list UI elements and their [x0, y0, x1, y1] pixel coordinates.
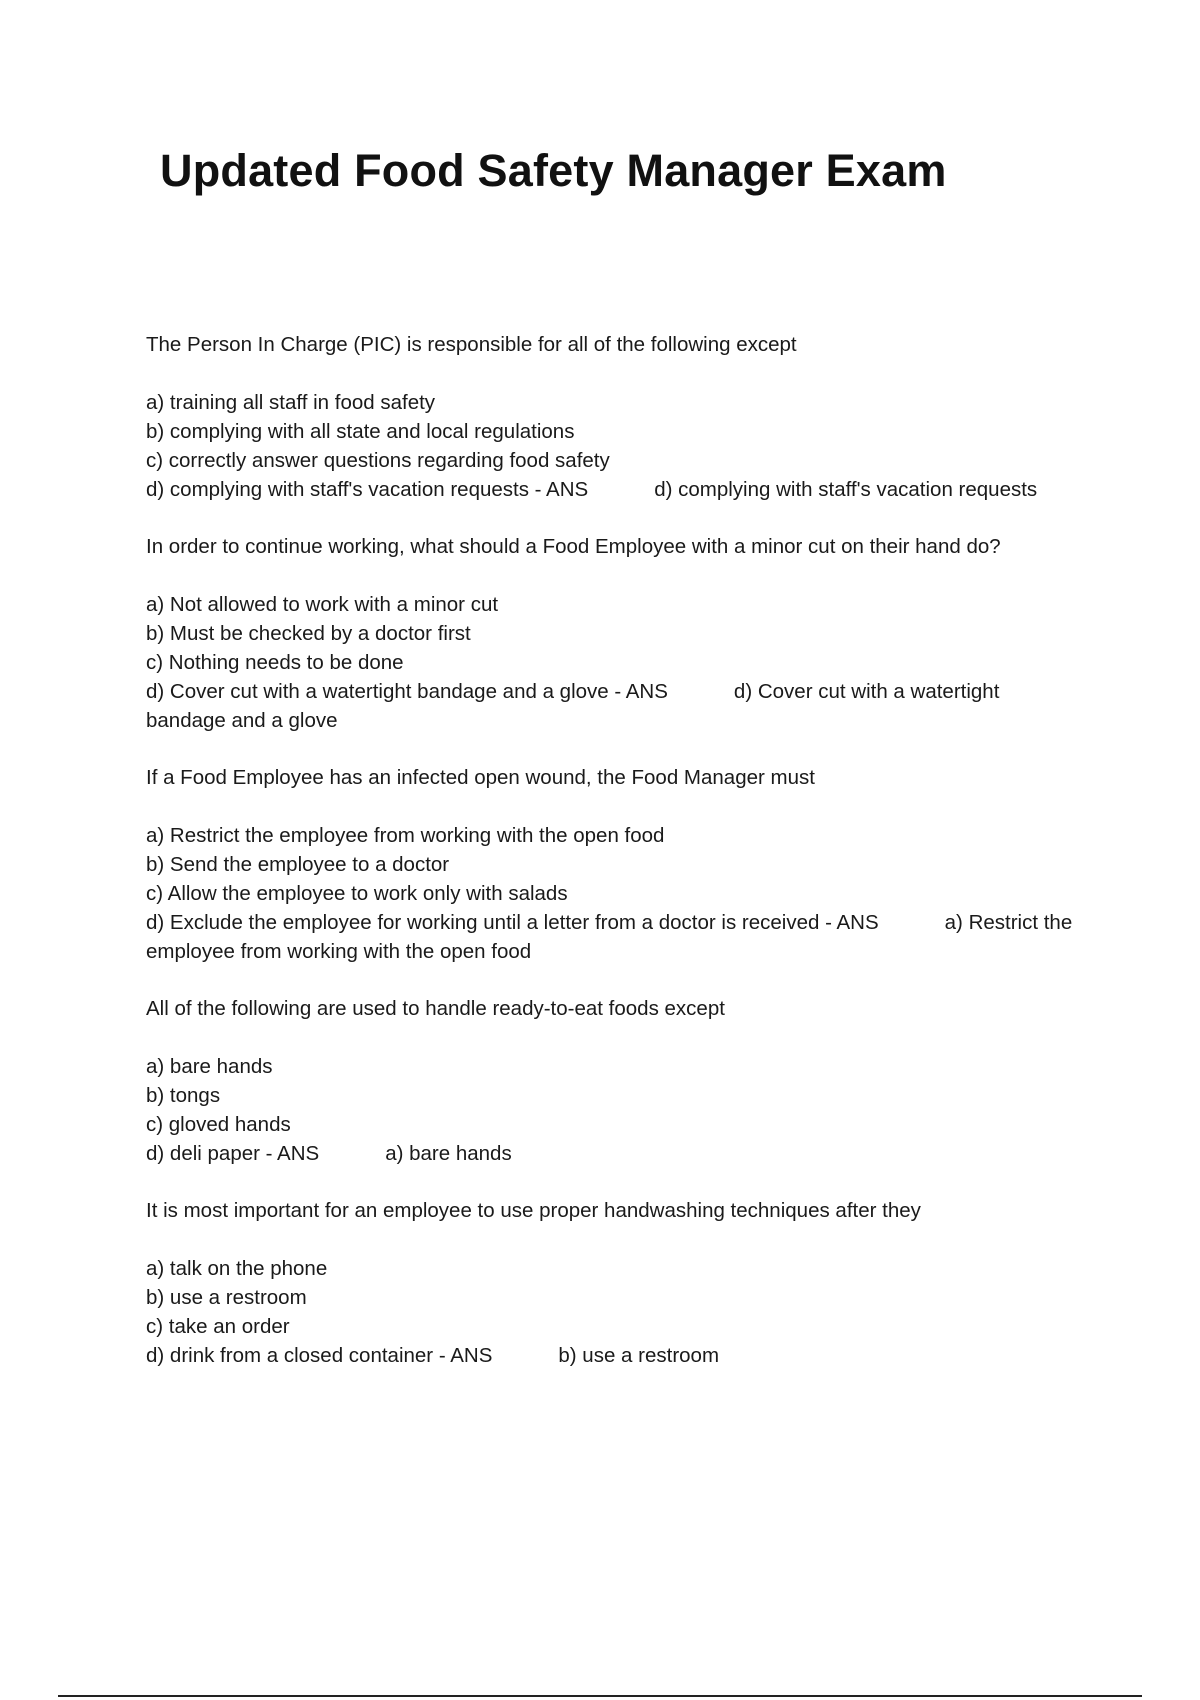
option-c: c) gloved hands	[146, 1113, 291, 1136]
correct-answer: a) Restrict the employee from working with the open food	[146, 911, 1073, 963]
question-prompt: The Person In Charge (PIC) is responsible for all of the following except	[146, 333, 797, 356]
option-a: a) talk on the phone	[146, 1257, 328, 1280]
question-block-3	[146, 763, 1081, 966]
option-c: c) take an order	[146, 1315, 290, 1338]
correct-answer: d) Cover cut with a watertight bandage and a glove	[146, 680, 1000, 732]
option-c: c) Nothing needs to be done	[146, 651, 404, 674]
option-a: a) training all staff in food safety	[146, 391, 436, 414]
question-prompt: It is most important for an employee to use proper handwashing techniques after they	[146, 1199, 921, 1222]
option-d: d) complying with staff's vacation requests - ANS	[146, 478, 589, 501]
question-block-2	[146, 532, 1081, 735]
option-d: d) Cover cut with a watertight bandage and a glove - ANS	[146, 680, 668, 703]
option-b: b) use a restroom	[146, 1286, 307, 1309]
question-block-1	[146, 330, 1081, 504]
correct-answer: d) complying with staff's vacation requests	[654, 478, 1038, 501]
question-prompt: In order to continue working, what should a Food Employee with a minor cut on their hand do?	[146, 535, 1001, 558]
answer-options	[146, 821, 1081, 966]
option-b: b) complying with all state and local regulations	[146, 420, 575, 443]
option-b: b) tongs	[146, 1084, 221, 1107]
correct-answer: a) bare hands	[385, 1142, 512, 1165]
answer-options	[146, 388, 1081, 504]
option-d: d) deli paper - ANS	[146, 1142, 320, 1165]
option-a: a) Restrict the employee from working with the open food	[146, 824, 665, 847]
option-d-with-answer	[146, 1341, 1081, 1370]
option-c: c) correctly answer questions regarding food safety	[146, 449, 610, 472]
option-d-with-answer	[146, 475, 1081, 504]
answer-options	[146, 590, 1081, 735]
option-b: b) Send the employee to a doctor	[146, 853, 450, 876]
option-d: d) drink from a closed container - ANS	[146, 1344, 493, 1367]
question-block-5	[146, 1196, 1081, 1370]
question-prompt: If a Food Employee has an infected open wound, the Food Manager must	[146, 766, 815, 789]
option-d-with-answer	[146, 908, 1081, 966]
question-block-4	[146, 994, 1081, 1168]
exam-content	[146, 330, 1081, 1398]
option-a: a) Not allowed to work with a minor cut	[146, 593, 499, 616]
option-d-with-answer	[146, 1139, 1081, 1168]
footer-divider	[58, 1695, 1142, 1697]
option-b: b) Must be checked by a doctor first	[146, 622, 471, 645]
option-a: a) bare hands	[146, 1055, 273, 1078]
correct-answer: b) use a restroom	[558, 1344, 720, 1367]
page-title: Updated Food Safety Manager Exam	[160, 145, 947, 196]
answer-options	[146, 1052, 1081, 1168]
option-d-with-answer	[146, 677, 1081, 735]
answer-options	[146, 1254, 1081, 1370]
question-prompt: All of the following are used to handle ready-to-eat foods except	[146, 997, 725, 1020]
option-d: d) Exclude the employee for working until a letter from a doctor is received - ANS	[146, 911, 879, 934]
option-c: c) Allow the employee to work only with salads	[146, 882, 568, 905]
